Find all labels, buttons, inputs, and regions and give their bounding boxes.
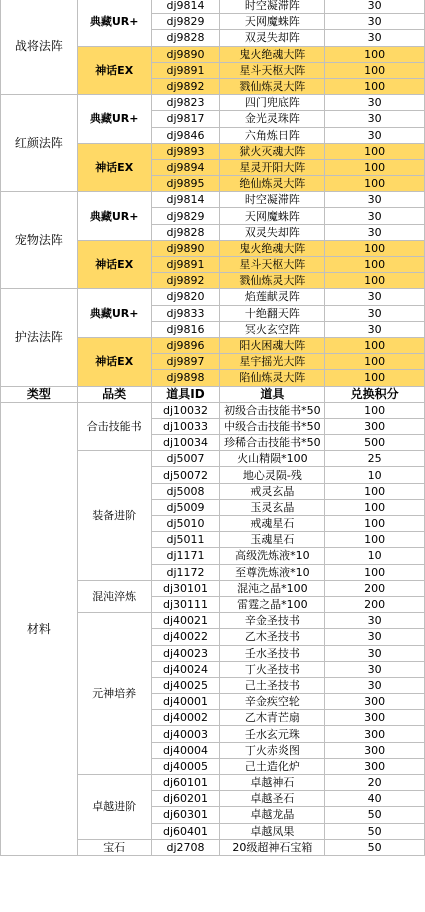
item-id-cell: dj9816 — [151, 321, 220, 337]
table-row — [1, 289, 425, 305]
points-cell: 50 — [325, 807, 425, 823]
points-cell: 50 — [325, 839, 425, 855]
item-name-cell: 卓越神石 — [220, 775, 325, 791]
item-name-cell: 辛金圣技书 — [220, 613, 325, 629]
item-name-cell: 十绝翻天阵 — [220, 305, 325, 321]
points-cell: 30 — [325, 613, 425, 629]
points-cell: 50 — [325, 823, 425, 839]
category-cell: 宝石 — [77, 839, 151, 855]
table-row — [1, 192, 425, 208]
item-id-cell: dj9829 — [151, 208, 220, 224]
item-name-cell: 雷霆之晶*100 — [220, 596, 325, 612]
item-name-cell: 时空凝滞阵 — [220, 192, 325, 208]
category-cell: 典藏UR+ — [77, 289, 151, 338]
item-id-cell: dj5008 — [151, 483, 220, 499]
type-cell: 护法法阵 — [1, 289, 78, 386]
item-name-cell: 初级合击技能书*50 — [220, 402, 325, 418]
item-name-cell: 混沌之晶*100 — [220, 580, 325, 596]
points-cell: 30 — [325, 127, 425, 143]
type-cell: 材料 — [1, 402, 78, 855]
item-id-cell: dj40002 — [151, 710, 220, 726]
table-row — [1, 95, 425, 111]
item-id-cell: dj40001 — [151, 694, 220, 710]
item-name-cell: 焰莲献灵阵 — [220, 289, 325, 305]
item-name-cell: 绝仙炼灵大阵 — [220, 176, 325, 192]
points-cell: 30 — [325, 30, 425, 46]
points-cell: 200 — [325, 580, 425, 596]
category-cell: 典藏UR+ — [77, 192, 151, 241]
item-id-cell: dj9897 — [151, 354, 220, 370]
item-id-cell: dj9823 — [151, 95, 220, 111]
item-name-cell: 四门兜底阵 — [220, 95, 325, 111]
item-id-cell: dj9893 — [151, 143, 220, 159]
item-id-header: 道具ID — [151, 386, 220, 402]
points-cell: 10 — [325, 467, 425, 483]
points-cell: 30 — [325, 224, 425, 240]
item-id-cell: dj9892 — [151, 273, 220, 289]
category-cell: 神话EX — [77, 143, 151, 192]
points-cell: 200 — [325, 596, 425, 612]
points-cell: 100 — [325, 564, 425, 580]
item-id-cell: dj60101 — [151, 775, 220, 791]
item-id-cell: dj1171 — [151, 548, 220, 564]
item-id-cell: dj9890 — [151, 240, 220, 256]
item-id-cell: dj2708 — [151, 839, 220, 855]
item-id-cell: dj9890 — [151, 46, 220, 62]
item-name-cell: 天网魔蛛阵 — [220, 208, 325, 224]
item-id-cell: dj9846 — [151, 127, 220, 143]
points-cell: 300 — [325, 710, 425, 726]
item-name-cell: 狱火灭魂大阵 — [220, 143, 325, 159]
table-row — [1, 0, 425, 14]
item-name-cell: 珍稀合击技能书*50 — [220, 435, 325, 451]
points-cell: 30 — [325, 0, 425, 14]
points-cell: 30 — [325, 629, 425, 645]
item-id-cell: dj40025 — [151, 677, 220, 693]
category-cell: 典藏UR+ — [77, 95, 151, 144]
type-cell: 宠物法阵 — [1, 192, 78, 289]
item-name-cell: 乙木圣技书 — [220, 629, 325, 645]
points-cell: 100 — [325, 159, 425, 175]
points-cell: 30 — [325, 208, 425, 224]
item-id-cell: dj40023 — [151, 645, 220, 661]
points-cell: 500 — [325, 435, 425, 451]
item-name-cell: 戮仙炼灵大阵 — [220, 273, 325, 289]
item-name-cell: 乙木青芒扇 — [220, 710, 325, 726]
item-name-cell: 星斗天枢大阵 — [220, 62, 325, 78]
item-name-cell: 玉魂星石 — [220, 532, 325, 548]
item-id-cell: dj40004 — [151, 742, 220, 758]
item-name-cell: 地心灵陨-残 — [220, 467, 325, 483]
item-name-cell: 丁火赤炎图 — [220, 742, 325, 758]
type-header: 类型 — [1, 386, 78, 402]
item-name-cell: 玉灵玄晶 — [220, 499, 325, 515]
points-cell: 100 — [325, 143, 425, 159]
points-cell: 10 — [325, 548, 425, 564]
item-name-cell: 中级合击技能书*50 — [220, 418, 325, 434]
type-cell: 红颜法阵 — [1, 95, 78, 192]
points-cell: 30 — [325, 661, 425, 677]
points-cell: 30 — [325, 111, 425, 127]
item-name-cell: 时空凝滞阵 — [220, 0, 325, 14]
item-id-cell: dj5010 — [151, 516, 220, 532]
item-id-cell: dj60401 — [151, 823, 220, 839]
item-name-cell: 陷仙炼灵大阵 — [220, 370, 325, 386]
item-id-cell: dj9892 — [151, 78, 220, 94]
item-id-cell: dj9896 — [151, 337, 220, 353]
item-name-cell: 壬水圣技书 — [220, 645, 325, 661]
category-cell: 神话EX — [77, 337, 151, 386]
item-name-cell: 天网魔蛛阵 — [220, 14, 325, 30]
points-cell: 100 — [325, 62, 425, 78]
item-name-cell: 鬼火绝魂大阵 — [220, 240, 325, 256]
item-id-cell: dj9898 — [151, 370, 220, 386]
item-name-cell: 金光灵珠阵 — [220, 111, 325, 127]
item-name-cell: 壬水玄元珠 — [220, 726, 325, 742]
item-id-cell: dj9817 — [151, 111, 220, 127]
item-id-cell: dj5011 — [151, 532, 220, 548]
item-id-cell: dj40024 — [151, 661, 220, 677]
item-id-cell: dj30111 — [151, 596, 220, 612]
category-cell: 典藏UR+ — [77, 0, 151, 46]
item-id-cell: dj9820 — [151, 289, 220, 305]
item-id-cell: dj9895 — [151, 176, 220, 192]
points-cell: 30 — [325, 192, 425, 208]
points-cell: 100 — [325, 499, 425, 515]
points-cell: 30 — [325, 305, 425, 321]
item-id-cell: dj40021 — [151, 613, 220, 629]
item-name-cell: 星宇摇光大阵 — [220, 354, 325, 370]
item-id-cell: dj9891 — [151, 257, 220, 273]
item-id-cell: dj40003 — [151, 726, 220, 742]
item-name-cell: 卓越圣石 — [220, 791, 325, 807]
item-id-cell: dj50072 — [151, 467, 220, 483]
points-cell: 300 — [325, 758, 425, 774]
item-name-cell: 戒魂星石 — [220, 516, 325, 532]
points-cell: 25 — [325, 451, 425, 467]
points-header: 兑换积分 — [325, 386, 425, 402]
item-name-cell: 至尊洗炼液*10 — [220, 564, 325, 580]
item-name-cell: 六角炼日阵 — [220, 127, 325, 143]
item-name-cell: 卓越凤果 — [220, 823, 325, 839]
item-id-cell: dj9814 — [151, 192, 220, 208]
category-cell: 合击技能书 — [77, 402, 151, 451]
item-name-cell: 己土造化炉 — [220, 758, 325, 774]
item-id-cell: dj9814 — [151, 0, 220, 14]
points-cell: 100 — [325, 273, 425, 289]
points-cell: 30 — [325, 289, 425, 305]
item-id-cell: dj10033 — [151, 418, 220, 434]
points-cell: 100 — [325, 337, 425, 353]
item-name-cell: 星斗天枢大阵 — [220, 257, 325, 273]
item-id-cell: dj9891 — [151, 62, 220, 78]
item-name-cell: 鬼火绝魂大阵 — [220, 46, 325, 62]
item-name-cell: 戒灵玄晶 — [220, 483, 325, 499]
points-cell: 30 — [325, 14, 425, 30]
item-name-cell: 冥火玄空阵 — [220, 321, 325, 337]
item-id-cell: dj60301 — [151, 807, 220, 823]
points-cell: 30 — [325, 95, 425, 111]
category-cell: 神话EX — [77, 46, 151, 95]
item-name-cell: 火山精陨*100 — [220, 451, 325, 467]
item-id-cell: dj5007 — [151, 451, 220, 467]
points-cell: 100 — [325, 483, 425, 499]
item-id-cell: dj40022 — [151, 629, 220, 645]
item-name-cell: 双灵失却阵 — [220, 30, 325, 46]
points-cell: 20 — [325, 775, 425, 791]
points-cell: 300 — [325, 742, 425, 758]
points-cell: 100 — [325, 78, 425, 94]
item-id-cell: dj9833 — [151, 305, 220, 321]
item-name-cell: 高级洗炼液*10 — [220, 548, 325, 564]
item-id-cell: dj40005 — [151, 758, 220, 774]
item-id-cell: dj60201 — [151, 791, 220, 807]
points-cell: 100 — [325, 402, 425, 418]
item-id-cell: dj9828 — [151, 30, 220, 46]
points-cell: 100 — [325, 532, 425, 548]
category-cell: 卓越进阶 — [77, 775, 151, 840]
item-id-cell: dj1172 — [151, 564, 220, 580]
points-cell: 30 — [325, 645, 425, 661]
points-cell: 300 — [325, 694, 425, 710]
item-name-cell: 卓越龙晶 — [220, 807, 325, 823]
points-cell: 300 — [325, 418, 425, 434]
item-id-cell: dj5009 — [151, 499, 220, 515]
item-id-cell: dj10034 — [151, 435, 220, 451]
points-cell: 300 — [325, 726, 425, 742]
category-cell: 装备进阶 — [77, 451, 151, 581]
type-cell: 战将法阵 — [1, 0, 78, 95]
item-id-cell: dj30101 — [151, 580, 220, 596]
points-cell: 40 — [325, 791, 425, 807]
item-name-cell: 星灵开阳大阵 — [220, 159, 325, 175]
points-cell: 100 — [325, 257, 425, 273]
points-cell: 30 — [325, 321, 425, 337]
category-cell: 神话EX — [77, 240, 151, 289]
item-id-cell: dj9829 — [151, 14, 220, 30]
item-id-cell: dj10032 — [151, 402, 220, 418]
points-cell: 100 — [325, 354, 425, 370]
points-cell: 100 — [325, 46, 425, 62]
item-id-cell: dj9894 — [151, 159, 220, 175]
item-name-cell: 丁火圣技书 — [220, 661, 325, 677]
header-row — [1, 386, 425, 402]
points-cell: 30 — [325, 677, 425, 693]
item-header: 道具 — [220, 386, 325, 402]
table-row — [1, 402, 425, 418]
points-cell: 100 — [325, 516, 425, 532]
item-name-cell: 辛金疾空轮 — [220, 694, 325, 710]
item-name-cell: 双灵失却阵 — [220, 224, 325, 240]
points-cell: 100 — [325, 240, 425, 256]
points-cell: 100 — [325, 176, 425, 192]
category-cell: 元神培养 — [77, 613, 151, 775]
item-name-cell: 戮仙炼灵大阵 — [220, 78, 325, 94]
item-id-cell: dj9828 — [151, 224, 220, 240]
item-name-cell: 阳火困魂大阵 — [220, 337, 325, 353]
category-header: 品类 — [77, 386, 151, 402]
category-cell: 混沌淬炼 — [77, 580, 151, 612]
item-name-cell: 己土圣技书 — [220, 677, 325, 693]
item-name-cell: 20级超神石宝箱 — [220, 839, 325, 855]
points-cell: 100 — [325, 370, 425, 386]
